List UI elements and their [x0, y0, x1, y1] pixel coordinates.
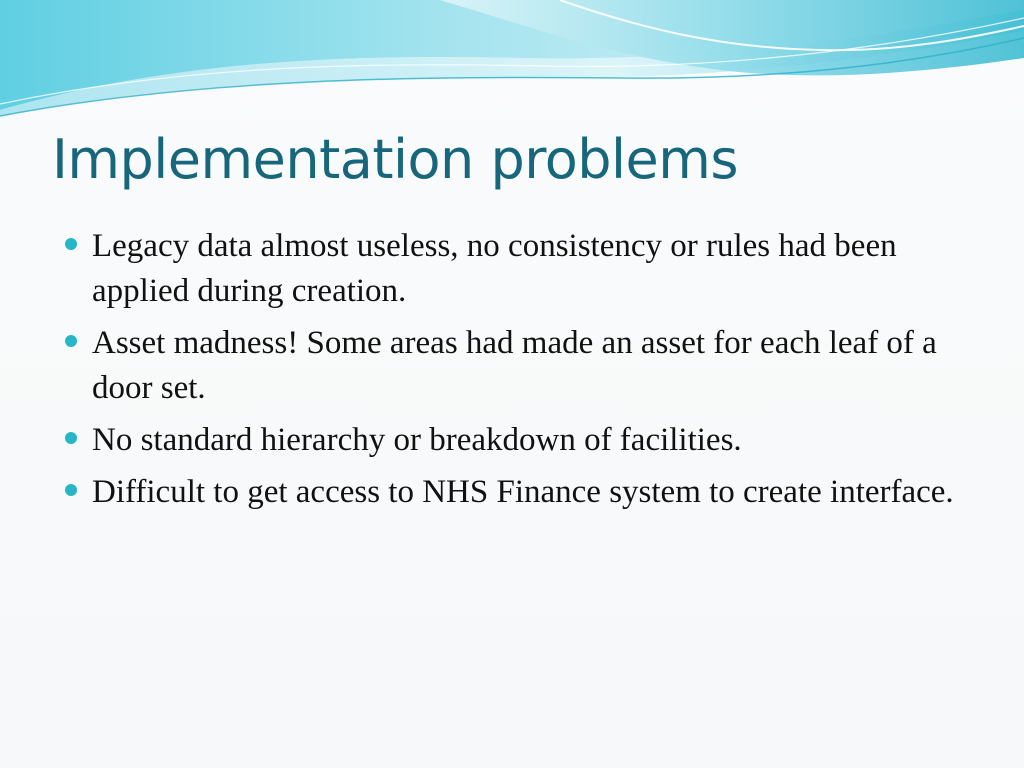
slide-title: Implementation problems	[52, 128, 739, 191]
bullet-text: Legacy data almost useless, no consistency or rules had been applied during creation.	[92, 228, 897, 309]
bullet-text: Asset madness! Some areas had made an asset for each leaf of a door set.	[92, 325, 937, 406]
bullet-text: Difficult to get access to NHS Finance system to create interface.	[92, 474, 954, 510]
header-wave-decoration	[0, 0, 1024, 130]
bullet-list	[64, 224, 964, 522]
bullet-dot-icon	[65, 238, 77, 250]
bullet-item	[64, 224, 964, 314]
bullet-text: No standard hierarchy or breakdown of facilities.	[92, 422, 742, 458]
bullet-item	[64, 321, 964, 411]
bullet-item	[64, 418, 964, 463]
bullet-dot-icon	[65, 484, 77, 496]
bullet-item	[64, 470, 964, 515]
bullet-dot-icon	[65, 335, 77, 347]
bullet-dot-icon	[65, 432, 77, 444]
